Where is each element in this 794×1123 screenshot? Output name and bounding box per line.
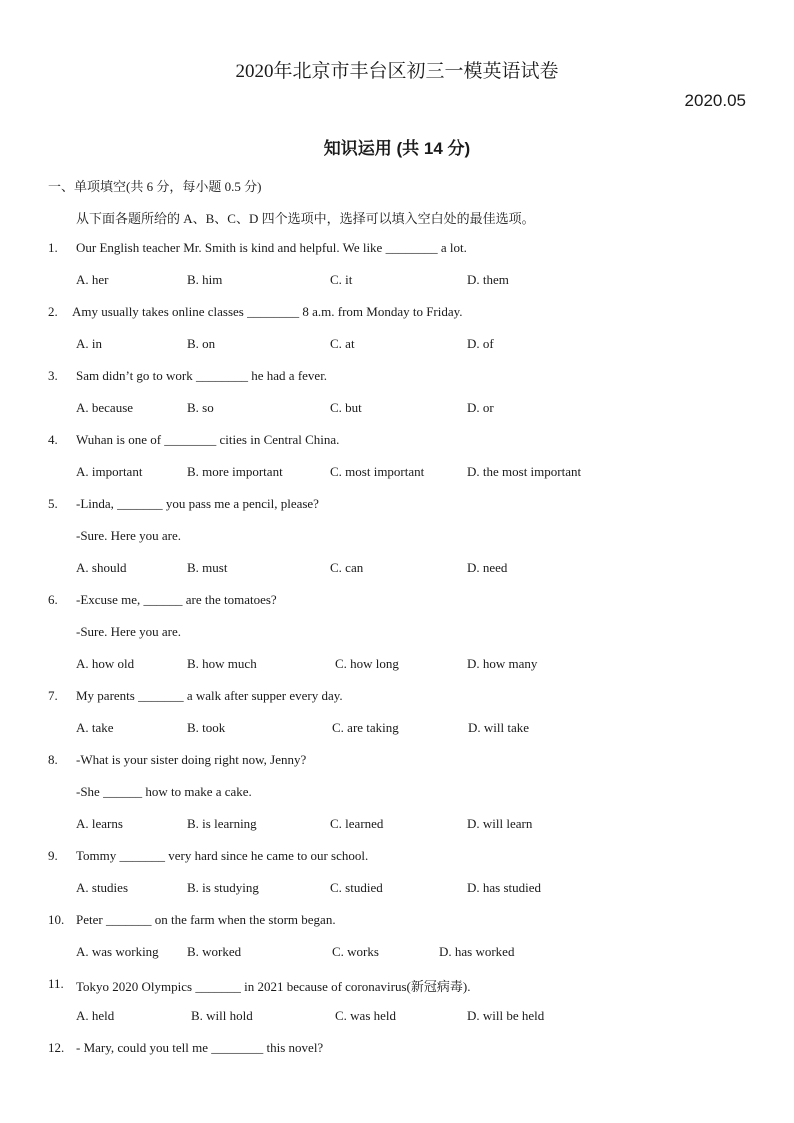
answer-option[interactable]: A. was working [76,944,159,959]
answer-option[interactable]: A. her [76,272,109,287]
question-text: Peter _______ on the farm when the storm began. [76,912,336,927]
answer-option[interactable]: C. works [332,944,379,959]
answer-option[interactable]: A. should [76,560,127,575]
question-text: Sam didn’t go to work ________ he had a fever. [76,368,328,383]
answer-option[interactable]: C. at [330,336,355,351]
answer-option[interactable]: D. will take [468,720,530,735]
question-number: 11. [48,976,64,991]
part-instruction: 从下面各题所给的 A、B、C、D 四个选项中，选择可以填入空白处的最佳选项。 [76,211,535,226]
question-text: -Sure. Here you are. [76,624,182,639]
answer-option[interactable]: C. it [330,272,353,287]
question-text: -She ______ how to make a cake. [76,784,252,799]
answer-option[interactable]: B. will hold [191,1008,253,1023]
question-number: 12. [48,1040,65,1055]
question-number: 6. [48,592,58,607]
answer-option[interactable]: B. is learning [187,816,257,831]
answer-option[interactable]: B. must [187,560,228,575]
answer-option[interactable]: D. them [467,272,509,287]
answer-option[interactable]: B. so [187,400,214,415]
question-number: 4. [48,432,58,447]
question-number: 5. [48,496,58,511]
answer-option[interactable]: A. because [76,400,134,415]
question-text: -Sure. Here you are. [76,528,182,543]
answer-option[interactable]: B. him [187,272,223,287]
answer-option[interactable]: C. how long [335,656,399,671]
question-text: Tommy _______ very hard since he came to our school. [76,848,369,863]
answer-option[interactable]: D. how many [467,656,538,671]
exam-title: 2020年北京市丰台区初三一模英语试卷 [235,61,559,82]
question-text: My parents _______ a walk after supper every day. [76,688,343,703]
part-heading: 一、单项填空(共 6 分，每小题 0.5 分) [48,179,262,194]
answer-option[interactable]: B. worked [187,944,242,959]
answer-option[interactable]: A. in [76,336,102,351]
answer-option[interactable]: A. studies [76,880,128,895]
answer-option[interactable]: D. or [467,400,494,415]
answer-option[interactable]: B. how much [187,656,257,671]
answer-option[interactable]: B. on [187,336,216,351]
answer-option[interactable]: A. held [76,1008,115,1023]
question-number: 10. [48,912,65,927]
question-number: 3. [48,368,58,383]
answer-option[interactable]: C. are taking [332,720,399,735]
answer-option[interactable]: A. important [76,464,143,479]
answer-option[interactable]: C. most important [330,464,425,479]
answer-option[interactable]: B. is studying [187,880,259,895]
answer-option[interactable]: D. the most important [467,464,582,479]
question-text: Wuhan is one of ________ cities in Central China. [76,432,340,447]
question-text: Amy usually takes online classes ________ 8 a.m. from Monday to Friday. [72,304,463,319]
section-heading: 知识运用 (共 14 分) [323,139,471,158]
answer-option[interactable]: D. will be held [467,1008,545,1023]
answer-option[interactable]: D. need [467,560,508,575]
question-number: 2. [48,304,58,319]
answer-option[interactable]: C. studied [330,880,383,895]
question-text: -Linda, _______ you pass me a pencil, please? [76,496,319,511]
question-number: 8. [48,752,58,767]
question-text: - Mary, could you tell me ________ this novel? [76,1040,324,1055]
answer-option[interactable]: C. learned [330,816,384,831]
answer-option[interactable]: D. will learn [467,816,533,831]
answer-option[interactable]: D. has worked [439,944,515,959]
question-text: Our English teacher Mr. Smith is kind and helpful. We like ________ a lot. [76,240,467,255]
answer-option[interactable]: C. was held [335,1008,397,1023]
answer-option[interactable]: C. can [330,560,364,575]
question-text: -Excuse me, ______ are the tomatoes? [76,592,277,607]
answer-option[interactable]: A. learns [76,816,123,831]
answer-option[interactable]: A. take [76,720,114,735]
answer-option[interactable]: D. has studied [467,880,542,895]
question-text: Tokyo 2020 Olympics _______ in 2021 because of coronavirus(新冠病毒). [76,979,471,994]
answer-option[interactable]: A. how old [76,656,135,671]
answer-option[interactable]: B. took [187,720,226,735]
question-number: 1. [48,240,58,255]
answer-option[interactable]: D. of [467,336,494,351]
question-number: 9. [48,848,58,863]
answer-option[interactable]: C. but [330,400,362,415]
question-text: -What is your sister doing right now, Jenny? [76,752,307,767]
answer-option[interactable]: B. more important [187,464,283,479]
exam-date: 2020.05 [684,91,746,110]
question-number: 7. [48,688,58,703]
